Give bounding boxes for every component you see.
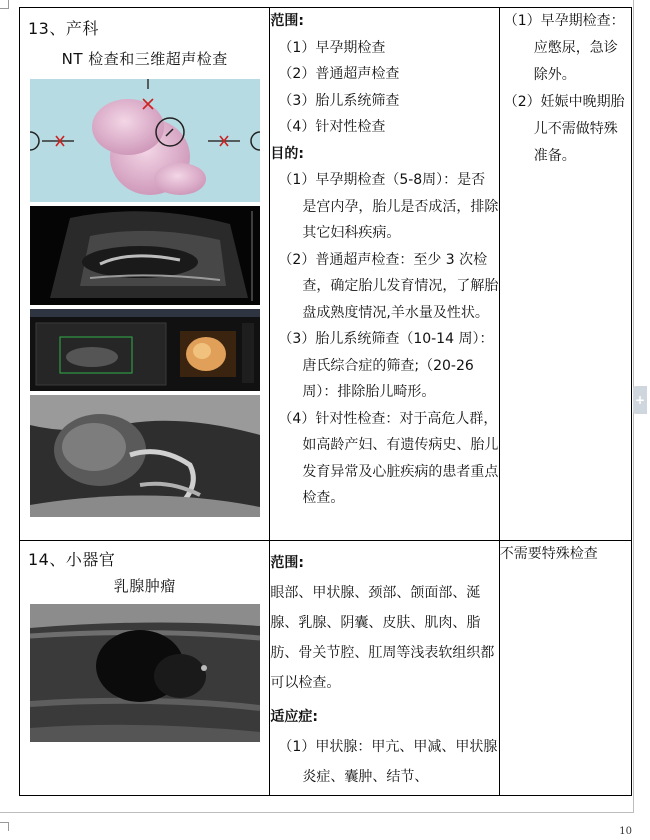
fetus-illustration-image — [30, 79, 260, 202]
indication-item: （1）甲状腺：甲亢、甲减、甲状腺炎症、囊肿、结节、 — [278, 739, 498, 785]
note-item: （2）妊娠中晚期胎儿不需做特殊准备。 — [503, 94, 625, 164]
purpose-item: （2）普通超声检查：至少 3 次检查，确定胎儿发育情况，了解胎盘成熟度情况,羊水量及性状。 — [278, 251, 499, 321]
table-row-small-organs — [20, 541, 632, 796]
range-text: 眼部、甲状腺、颈部、颌面部、涎腺、乳腺、阴囊、皮肤、肌肉、脂肪、骨关节腔、肛周等浅表软组织都可以检查。 — [270, 585, 495, 691]
cell-small-organs-notes — [499, 541, 631, 796]
cell-obstetrics-details — [270, 8, 499, 541]
crop-mark-bottom-left — [0, 822, 9, 831]
cell-small-organs-details — [270, 541, 499, 796]
breast-tumor-ultrasound-image — [30, 604, 260, 742]
cell-obstetrics-title — [20, 8, 270, 541]
range-heading: 范围: — [270, 13, 305, 29]
side-expand-tab[interactable]: + — [633, 386, 647, 414]
fetal-ultrasound-closeup-image — [30, 395, 260, 517]
purpose-item: （1）早孕期检查（5-8周）：是否是宫内孕，胎儿是否成活，排除其它妇科疾病。 — [278, 172, 499, 241]
page-number: 10 — [619, 826, 632, 837]
range-heading: 范围: — [270, 555, 305, 571]
purpose-heading: 目的: — [270, 145, 305, 162]
section-title: 14、小器官 — [28, 550, 116, 569]
section-subtitle: NT 检查和三维超声检查 — [61, 50, 228, 68]
crop-mark-top-left — [0, 0, 9, 9]
cell-obstetrics-notes — [499, 8, 631, 541]
section-title: 13、产科 — [28, 19, 99, 38]
ultrasound-2d-image — [30, 206, 260, 305]
section-subtitle: 乳腺肿瘤 — [113, 577, 176, 595]
ultrasound-3d-image — [30, 309, 260, 391]
indication-heading: 适应症: — [270, 709, 319, 725]
exam-table — [19, 7, 632, 796]
range-item: （1）早孕期检查 — [278, 39, 386, 56]
table-row-obstetrics — [20, 8, 632, 541]
range-item: （4）针对性检查 — [278, 119, 386, 135]
note-item: （1）早孕期检查：应憋尿，急诊除外。 — [503, 13, 625, 83]
cell-small-organs-title — [20, 541, 270, 796]
range-item: （2）普通超声检查 — [278, 66, 400, 82]
note-text: 不需要特殊检查 — [499, 546, 598, 562]
range-item: （3）胎儿系统筛查 — [278, 92, 400, 109]
purpose-item: （4）针对性检查：对于高危人群，如高龄产妇、有遗传病史、胎儿发育异常及心脏疾病的患者重点检查。 — [278, 410, 499, 506]
purpose-item: （3）胎儿系统筛查（10-14 周）：唐氏综合症的筛查;（20-26 周）：排除胎儿畸形。 — [278, 331, 494, 400]
